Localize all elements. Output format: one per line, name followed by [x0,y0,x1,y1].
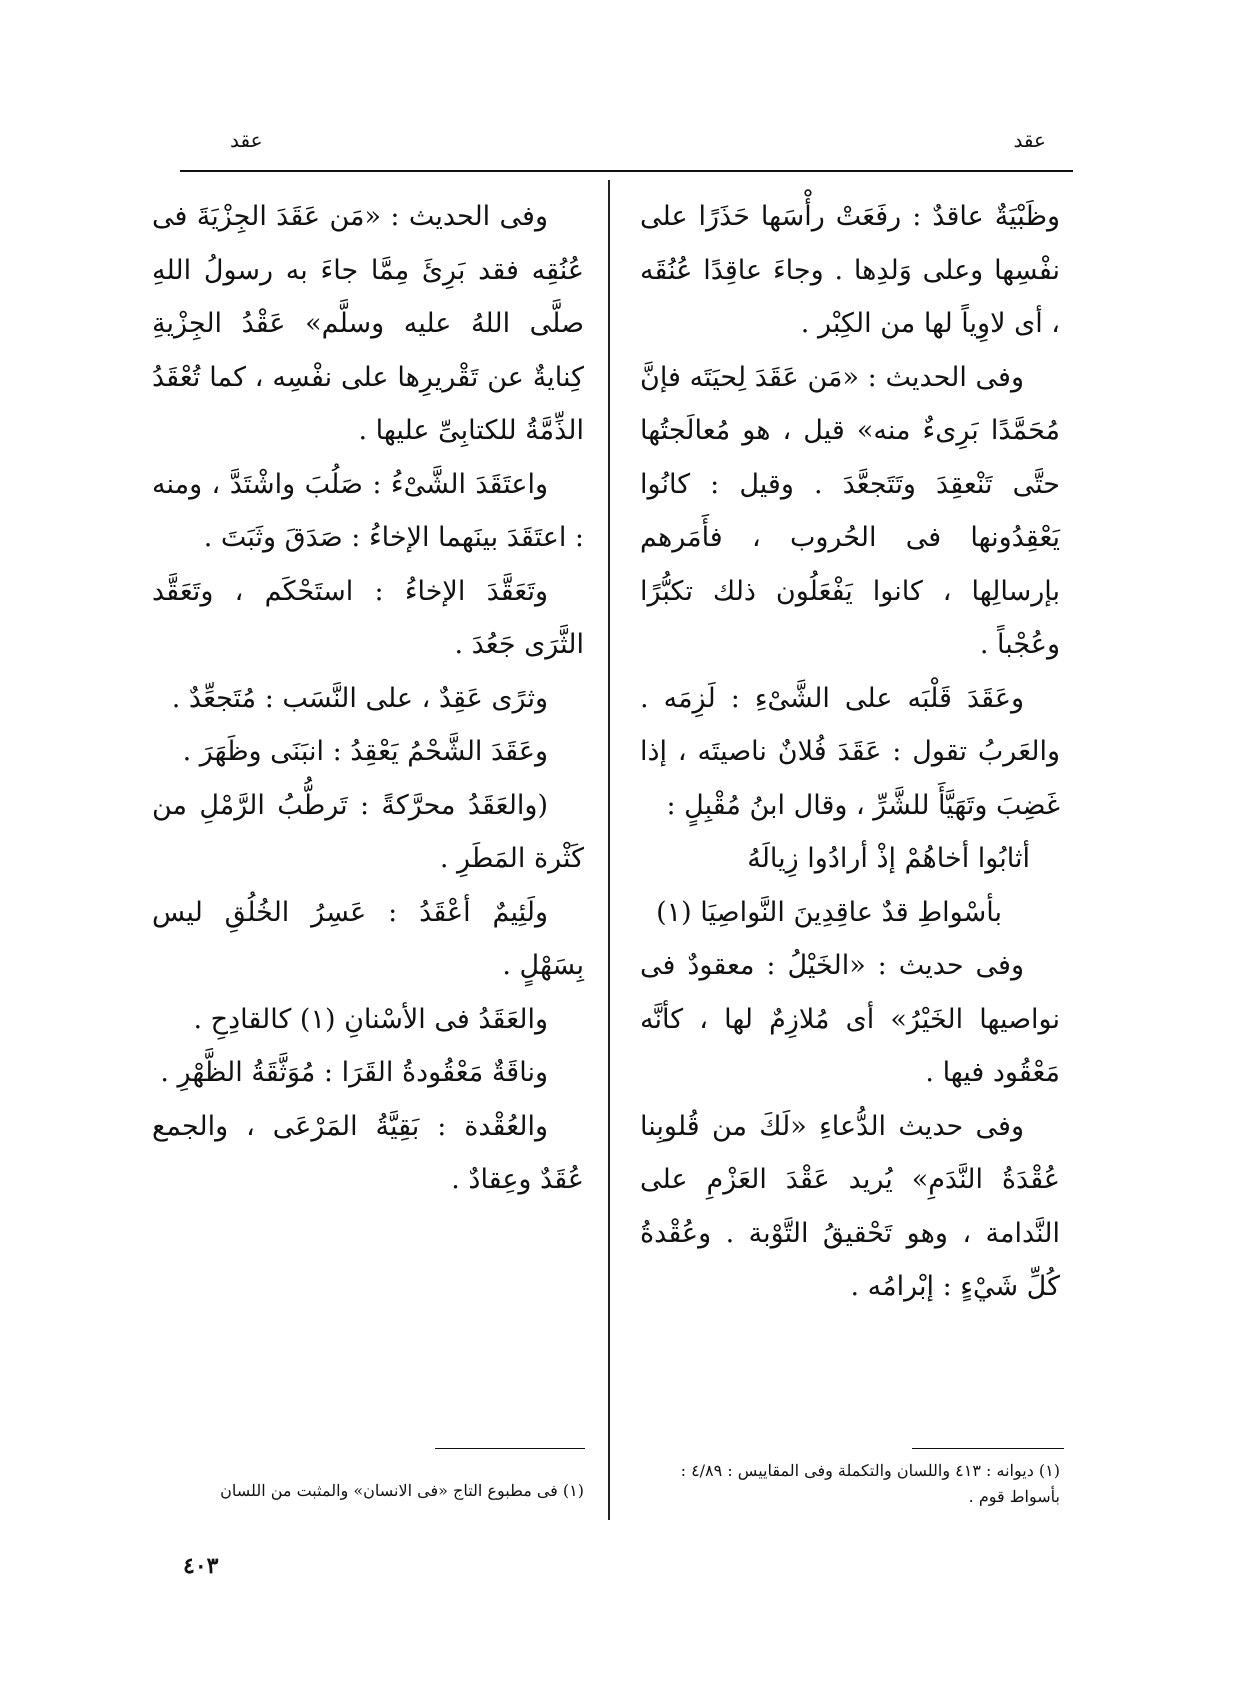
footnote-rule-left [435,1448,585,1449]
entry-paragraph: وناقَةٌ مَعْقُودةُ القَرَا : مُوَثَّقَةُ الظَّهْرِ . [160,1057,548,1088]
footnote-rule-right [912,1448,1064,1449]
entry-paragraph: (والعَقَدُ محرَّكةً : تَرطُّبُ الرَّمْلِ من كَثْرة المَطَرِ . [152,789,584,874]
entry-paragraph: والعَقَدُ فى الأسْنانِ (١) كالقادِحِ . [193,1003,548,1035]
right-column [640,190,1060,1314]
entry-paragraph: وفى الحديث : «مَن عَقَدَ لِحيَتَه فإنَّ مُحَمَّدًا بَرِىءٌ منه» قيل ، هو مُعالَجتُها حتَّى تَنْعقِدَ وتَتَجعَّدَ . وقيل : كانُوا يَعْقِدُونها فى الحُروب ، فأَمَرهم بإرسالِها ، كانوا يَفْعَلُون ذلك تكبُّرًا وعُجْباً . [640,361,1060,660]
entry-paragraph: وفى حديث : «الخَيْلُ : معقودٌ فى نواصيها الخَيْرُ» أى مُلازِمٌ لها ، كأنَّه مَعْقُود فيها . [640,950,1060,1088]
running-head-right: عقد [1013,128,1046,152]
running-head-left: عقد [230,128,263,152]
entry-paragraph: وتَعَقَّدَ الإخاءُ : استَحْكَم ، وتَعَقَّد الثَّرَى جَعُدَ . [152,575,584,660]
column-divider [608,180,610,1520]
left-column [152,190,584,1207]
verse-hemistich-1: أثابُوا أخاهُمْ إذْ أرادُوا زِيالَهُ [747,843,1030,874]
page-number: ٤٠٣ [183,1553,219,1579]
entry-paragraph: وفى حديث الدُّعاءِ «لَكَ من قُلوبِنا عُقْدَةُ النَّدَمِ» يُريد عَقْدَ العَزْمِ على النَّدامة ، وهو تَحْقيقُ التَّوْبة . وعُقْدةُ كُلِّ شَيْءٍ : إبْرامُه . [640,1110,1060,1302]
entry-paragraph: واعتَقَدَ الشَّىْءُ : صَلُبَ واشْتَدَّ ، ومنه : اعتَقَدَ بينَهما الإخاءُ : صَدَقَ وثَبَتَ . [152,468,584,553]
footnote-left: (١) فى مطبوع التاج «فى الانسان» والمثبت من اللسان [220,1481,584,1500]
footnote-right: (١) ديوانه : ٤١٣ واللسان والتكملة وفى المقاييس : ٤/٨٩ : بأسواط قوم . [680,1461,1060,1506]
header-rule [180,170,1073,172]
poetry-verse [640,832,1060,939]
entry-paragraph: والعُقْدة : بَقِيَّةُ المَرْعَى ، والجمع عُقَدٌ وعِقادٌ . [152,1110,584,1195]
entry-paragraph: ولَئِيمٌ أعْقَدُ : عَسِرُ الخُلُقِ ليس بِسَهْلٍ . [152,896,584,981]
entry-paragraph: وعَقَدَ قَلْبَه على الشَّىْءِ : لَزِمَه . والعَربُ تقول : عَقَدَ فُلانٌ ناصيتَه ، إذا غَضِبَ وتَهَيَّأَ للشَّرِّ ، وقال ابنُ مُقْبِلٍ : [640,682,1060,821]
entry-paragraph: وعَقَدَ الشَّحْمُ يَعْقِدُ : انبَنَى وظَهَرَ . [182,736,548,767]
entry-paragraph: وثرًى عَقِدٌ ، على النَّسَب : مُتَجعِّدٌ . [171,682,548,714]
entry-paragraph: وفى الحديث : «مَن عَقَدَ الجِزْيَةَ فى عُنُقِه فقد بَرِئَ مِمَّا جاءَ به رسولُ اللهِ صلَّى اللهُ عليه وسلَّم» عَقْدُ الجِزْيةِ كِنايةٌ عن تَقْريرِها على نفْسِه ، كما تُعْقَدُ الذِّمَّةُ للكتابِىِّ عليها . [152,201,584,446]
verse-hemistich-2: بأسْواطِ قدٌ عاقِدِينَ النَّواصِيَا (١) [656,896,1002,928]
entry-paragraph: وظَبْيَةٌ عاقدٌ : رفَعَتْ رأْسَها حَذَرًا على نفْسِها وعلى وَلدِها . وجاءَ عاقِدًا عُنُقَه ، أى لاوِياً لها من الكِبْر . [640,201,1060,339]
